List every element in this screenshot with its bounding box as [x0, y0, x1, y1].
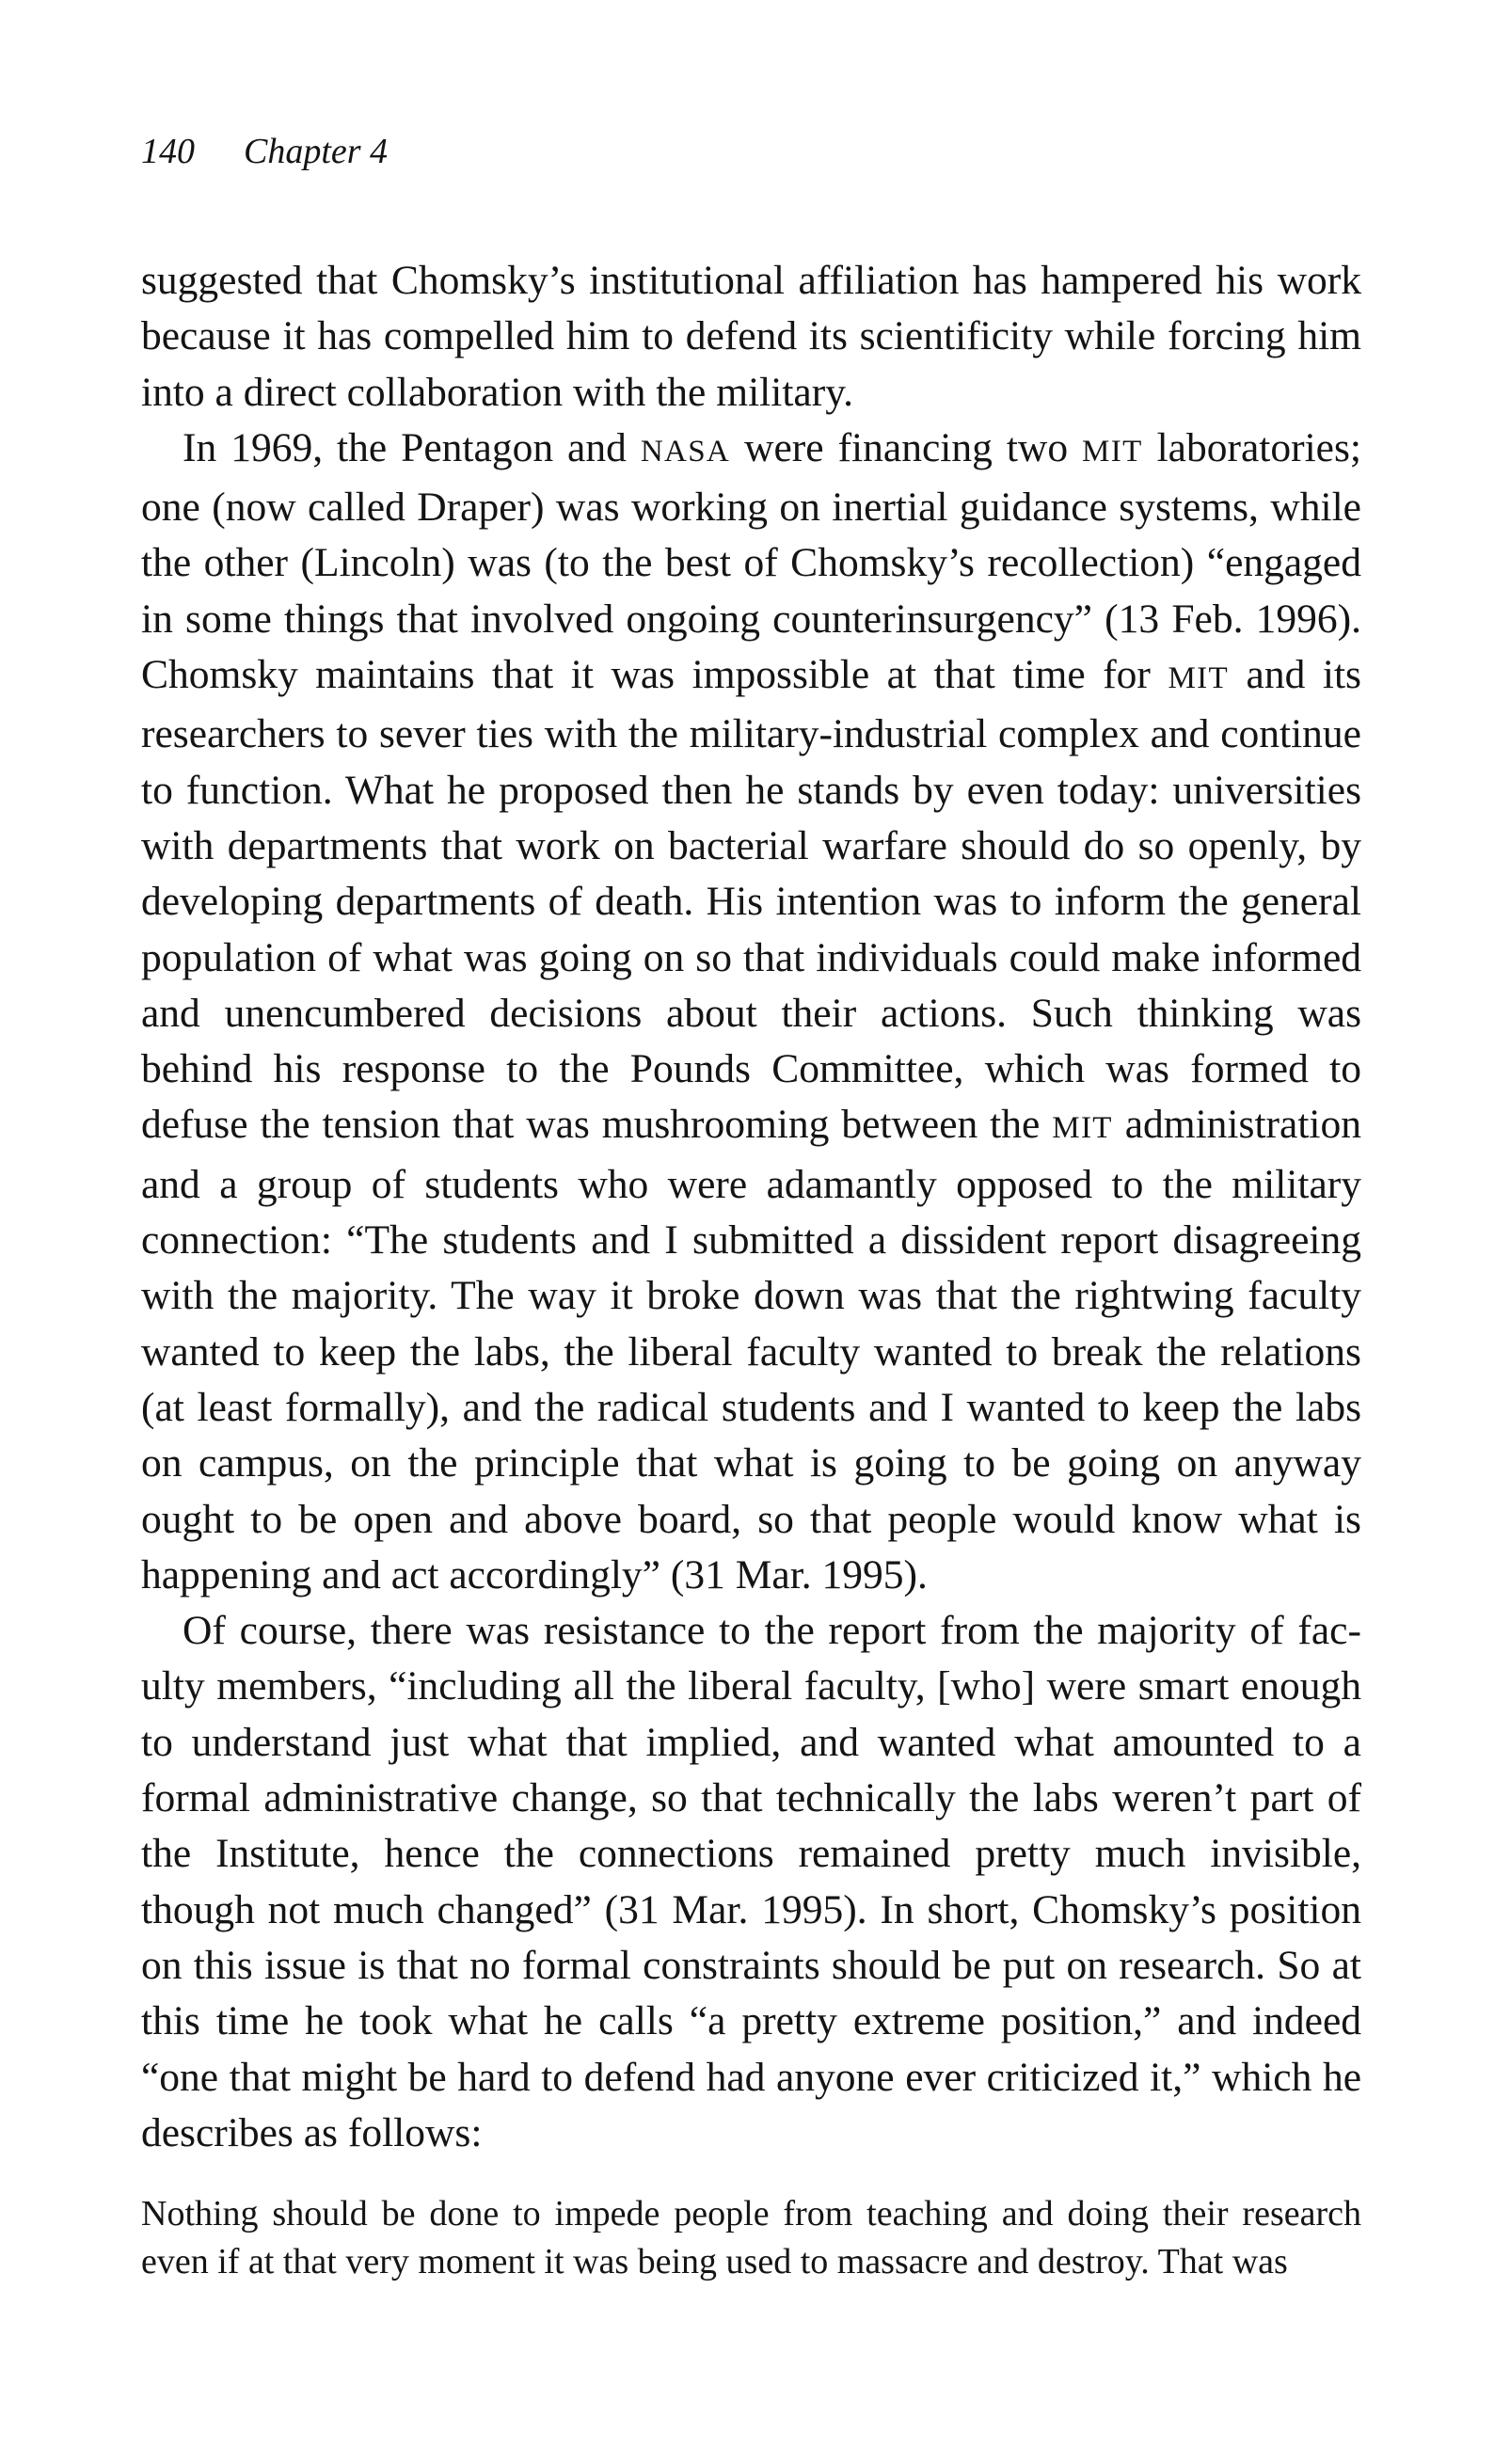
- block-quote: [141, 2161, 1361, 2286]
- paragraph: [141, 1603, 1361, 2161]
- text-run: and its researchers to sever ties with the military-industrial complex and continue to function. What he proposed then he stands by even today: universities with departments that work on bacterial warfare should do so openly, by developing departments of death. His intention was to inform the general population of what was going on so that individuals could make informed and unencumbered decisions about their actions. Such thinking was behind his response to the Pounds Committee, which was formed to defuse the tension that was mushrooming between the: [141, 652, 1361, 1148]
- block-quote-text: Nothing should be done to impede people from teaching and doing their research even if at that very moment it was being used to massacre and destroy. That was: [141, 2194, 1361, 2282]
- text-run: Of course, there was resistance to the report from the majority of faculty members, “including all the liberal faculty, [who] were smart enough to understand just what that implied, and wanted what amounted to a formal administrative change, so that technically the labs weren’t part of the Institute, hence the connections remained pretty much invisible, though not much changed” (31 Mar. 1995). In short, Chomsky’s position on this issue is that no formal constraints should be put on research. So at this time he took what he calls “a pretty extreme position,” and indeed “one that might be hard to defend had anyone ever criticized it,” which he describes as follows:: [141, 1608, 1361, 2155]
- paragraph: [141, 253, 1361, 421]
- chapter-title: Chapter 4: [244, 132, 389, 171]
- text-run: In 1969, the Pentagon and: [183, 424, 641, 470]
- page-number: 140: [141, 132, 195, 171]
- acronym: NASA: [640, 434, 731, 469]
- text-run: suggested that Chomsky’s institutional affiliation has hampered his work because it has compelled him to defend its scientificity while forcing him into a direct collaboration with the military.: [141, 258, 1361, 415]
- acronym: MIT: [1052, 1111, 1113, 1146]
- text-run: laboratories; one (now called Draper) was working on inertial guidance systems, while the other (Lincoln) was (to the best of Chomsky’s recollection) “engaged in some things that involved ongoing counterinsurgency” (13 Feb. 1996). Chomsky maintains that it was impossible at that time for: [141, 424, 1361, 698]
- running-head: [141, 134, 388, 169]
- acronym: MIT: [1168, 661, 1230, 696]
- body-text: [141, 253, 1361, 2286]
- text-run: were financing two: [730, 424, 1083, 470]
- acronym: MIT: [1082, 434, 1143, 469]
- text-run: administration and a group of students who were adamantly opposed to the military connection: “The students and I submitted a dissident report disagreeing with the majority. The way it broke down was that the rightwing faculty wanted to keep the labs, the liberal faculty wanted to break the relations (at least formally), and the radical students and I wanted to keep the labs on campus, on the principle that what is going to be going on anyway ought to be open and above board, so that people would know what is happening and act accordingly” (31 Mar. 1995).: [141, 1102, 1362, 1598]
- paragraph: [141, 421, 1361, 1603]
